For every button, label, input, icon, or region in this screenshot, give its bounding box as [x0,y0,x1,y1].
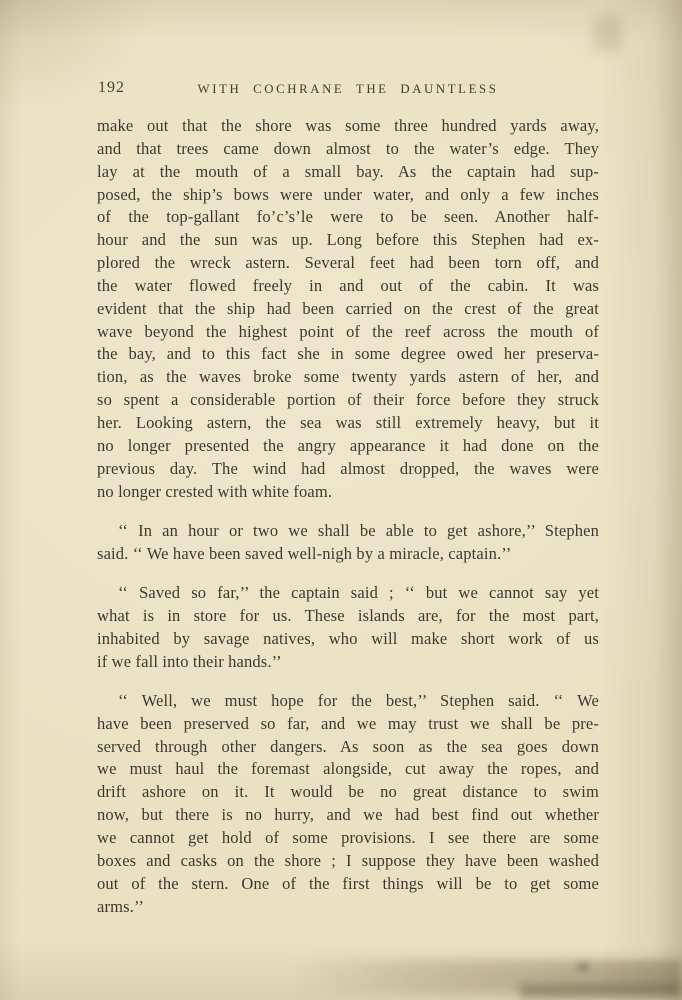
text-line: the water flowed freely in and out of the cabin. It was [97,275,599,295]
body-text [97,115,599,935]
text-line: so spent a considerable portion of their force before they struck [97,390,599,410]
text-line: tion, as the waves broke some twenty yards astern of her, and [97,367,599,387]
text-line: hour and the sun was up. Long before this Stephen had ex- [97,230,599,250]
page-edge-shadow [290,960,682,994]
text-line: said. ‘‘ We have been saved well-nigh by a miracle, captain.’’ [97,543,512,563]
text-line: her. Looking astern, the sea was still extremely heavy, but it [97,412,599,432]
text-line: the bay, and to this fact she in some degree owed her preserva- [97,344,599,364]
text-line: we must haul the foremast alongside, cut away the ropes, and [97,759,599,779]
text-line: boxes and casks on the shore ; I suppose they have been washed [97,850,599,870]
page-edge-streak [520,984,682,998]
text-line: have been preserved so far, and we may trust we shall be pre- [97,713,599,733]
text-line: evident that the ship had been carried on the crest of the great [97,298,599,318]
text-line: previous day. The wind had almost dropped, the waves were [97,458,599,478]
text-line: what is in store for us. These islands are, for the most part, [97,605,599,625]
text-line: wave beyond the highest point of the reef across the mouth of [97,321,599,341]
text-line: posed, the ship’s bows were under water, and only a few inches [97,184,599,204]
text-line: if we fall into their hands.’’ [97,651,282,671]
running-head: WITH COCHRANE THE DAUNTLESS [197,82,499,96]
text-line: ‘‘ Well, we must hope for the best,’’ Stephen said. ‘‘ We [118,690,599,710]
text-line: arms.’’ [97,896,145,916]
text-line: ‘‘ In an hour or two we shall be able to get ashore,’’ Stephen [118,520,599,540]
text-line: out of the stern. One of the first things will be to get some [97,873,599,893]
text-line: ‘‘ Saved so far,’’ the captain said ; ‘‘ but we cannot say yet [118,583,599,603]
text-line: plored the wreck astern. Several feet had been torn off, and [97,253,599,273]
text-line: make out that the shore was some three hundred yards away, [97,116,599,135]
text-line: now, but there is no hurry, and we had best find out whether [97,805,599,825]
text-line: lay at the mouth of a small bay. As the captain had sup- [97,161,599,181]
text-line: no longer crested with white foam. [97,481,333,501]
page-header [97,79,599,97]
text-line: and that trees came down almost to the water’s edge. They [97,138,599,158]
text-line: inhabited by savage natives, who will make short work of us [97,628,599,648]
text-line: drift ashore on it. It would be no great distance to swim [97,782,599,802]
text-line: of the top-gallant fo’c’s’le were to be seen. Another half- [97,207,599,227]
page-number: 192 [98,79,125,96]
text-line: we cannot get hold of some provisions. I see there are some [97,827,599,847]
text-line: no longer presented the angry appearance it had done on the [97,435,599,455]
corner-smudge [594,16,622,50]
paper-blemish [576,962,590,972]
text-line: served through other dangers. As soon as the sea goes down [97,736,599,756]
